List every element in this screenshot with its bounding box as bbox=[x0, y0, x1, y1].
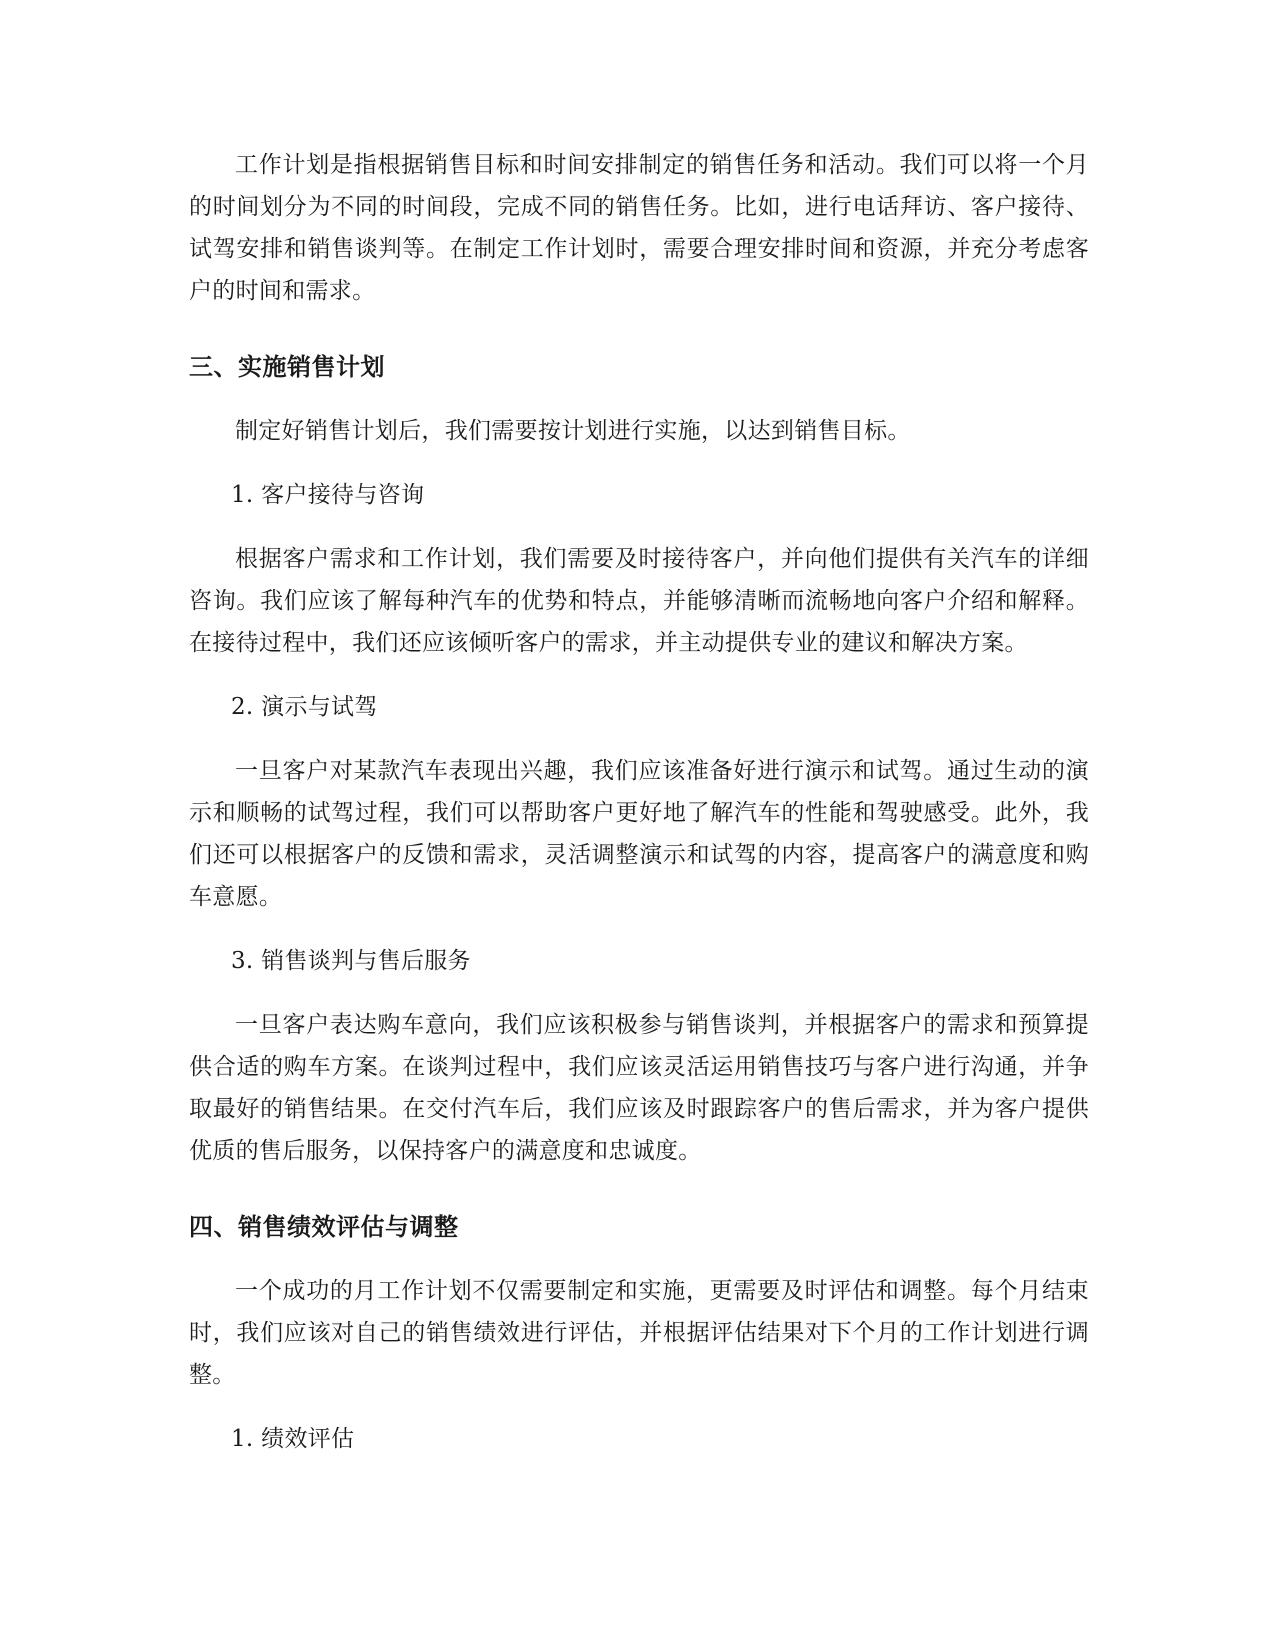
paragraph-test-drive: 一旦客户对某款汽车表现出兴趣，我们应该准备好进行演示和试驾。通过生动的演示和顺畅的试驾过程，我们可以帮助客户更好地了解汽车的性能和驾驶感受。此外，我们还可以根据客户的反馈和需求，灵活调整演示和试驾的内容，提高客户的满意度和购车意愿。 bbox=[189, 758, 1089, 910]
paragraph-section4-intro: 一个成功的月工作计划不仅需要制定和实施，更需要及时评估和调整。每个月结束时，我们应该对自己的销售绩效进行评估，并根据评估结果对下个月的工作计划进行调整。 bbox=[189, 1278, 1089, 1388]
heading-section-4: 四、销售绩效评估与调整 bbox=[189, 1213, 459, 1241]
heading-section-3: 三、实施销售计划 bbox=[189, 353, 385, 381]
paragraph-section3-intro: 制定好销售计划后，我们需要按计划进行实施，以达到销售目标。 bbox=[235, 418, 911, 444]
paragraph-negotiation: 一旦客户表达购车意向，我们应该积极参与销售谈判，并根据客户的需求和预算提供合适的购车方案。在谈判过程中，我们应该灵活运用销售技巧与客户进行沟通，并争取最好的销售结果。在交付汽车后，我们应该及时跟踪客户的售后需求，并为客户提供优质的售后服务，以保持客户的满意度和忠诚度。 bbox=[189, 1012, 1089, 1164]
list-item-negotiation: 3. 销售谈判与售后服务 bbox=[231, 948, 471, 974]
paragraph-work-plan: 工作计划是指根据销售目标和时间安排制定的销售任务和活动。我们可以将一个月的时间划分为不同的时间段，完成不同的销售任务。比如，进行电话拜访、客户接待、试驾安排和销售谈判等。在制定工作计划时，需要合理安排时间和资源，并充分考虑客户的时间和需求。 bbox=[189, 152, 1089, 304]
paragraph-customer-reception: 根据客户需求和工作计划，我们需要及时接待客户，并向他们提供有关汽车的详细咨询。我们应该了解每种汽车的优势和特点，并能够清晰而流畅地向客户介绍和解释。在接待过程中，我们还应该倾听客户的需求，并主动提供专业的建议和解决方案。 bbox=[189, 546, 1089, 656]
list-item-customer-reception: 1. 客户接待与咨询 bbox=[231, 482, 425, 508]
list-item-test-drive: 2. 演示与试驾 bbox=[231, 694, 378, 720]
list-item-performance-evaluation: 1. 绩效评估 bbox=[231, 1426, 355, 1452]
document-body bbox=[189, 144, 1089, 1482]
